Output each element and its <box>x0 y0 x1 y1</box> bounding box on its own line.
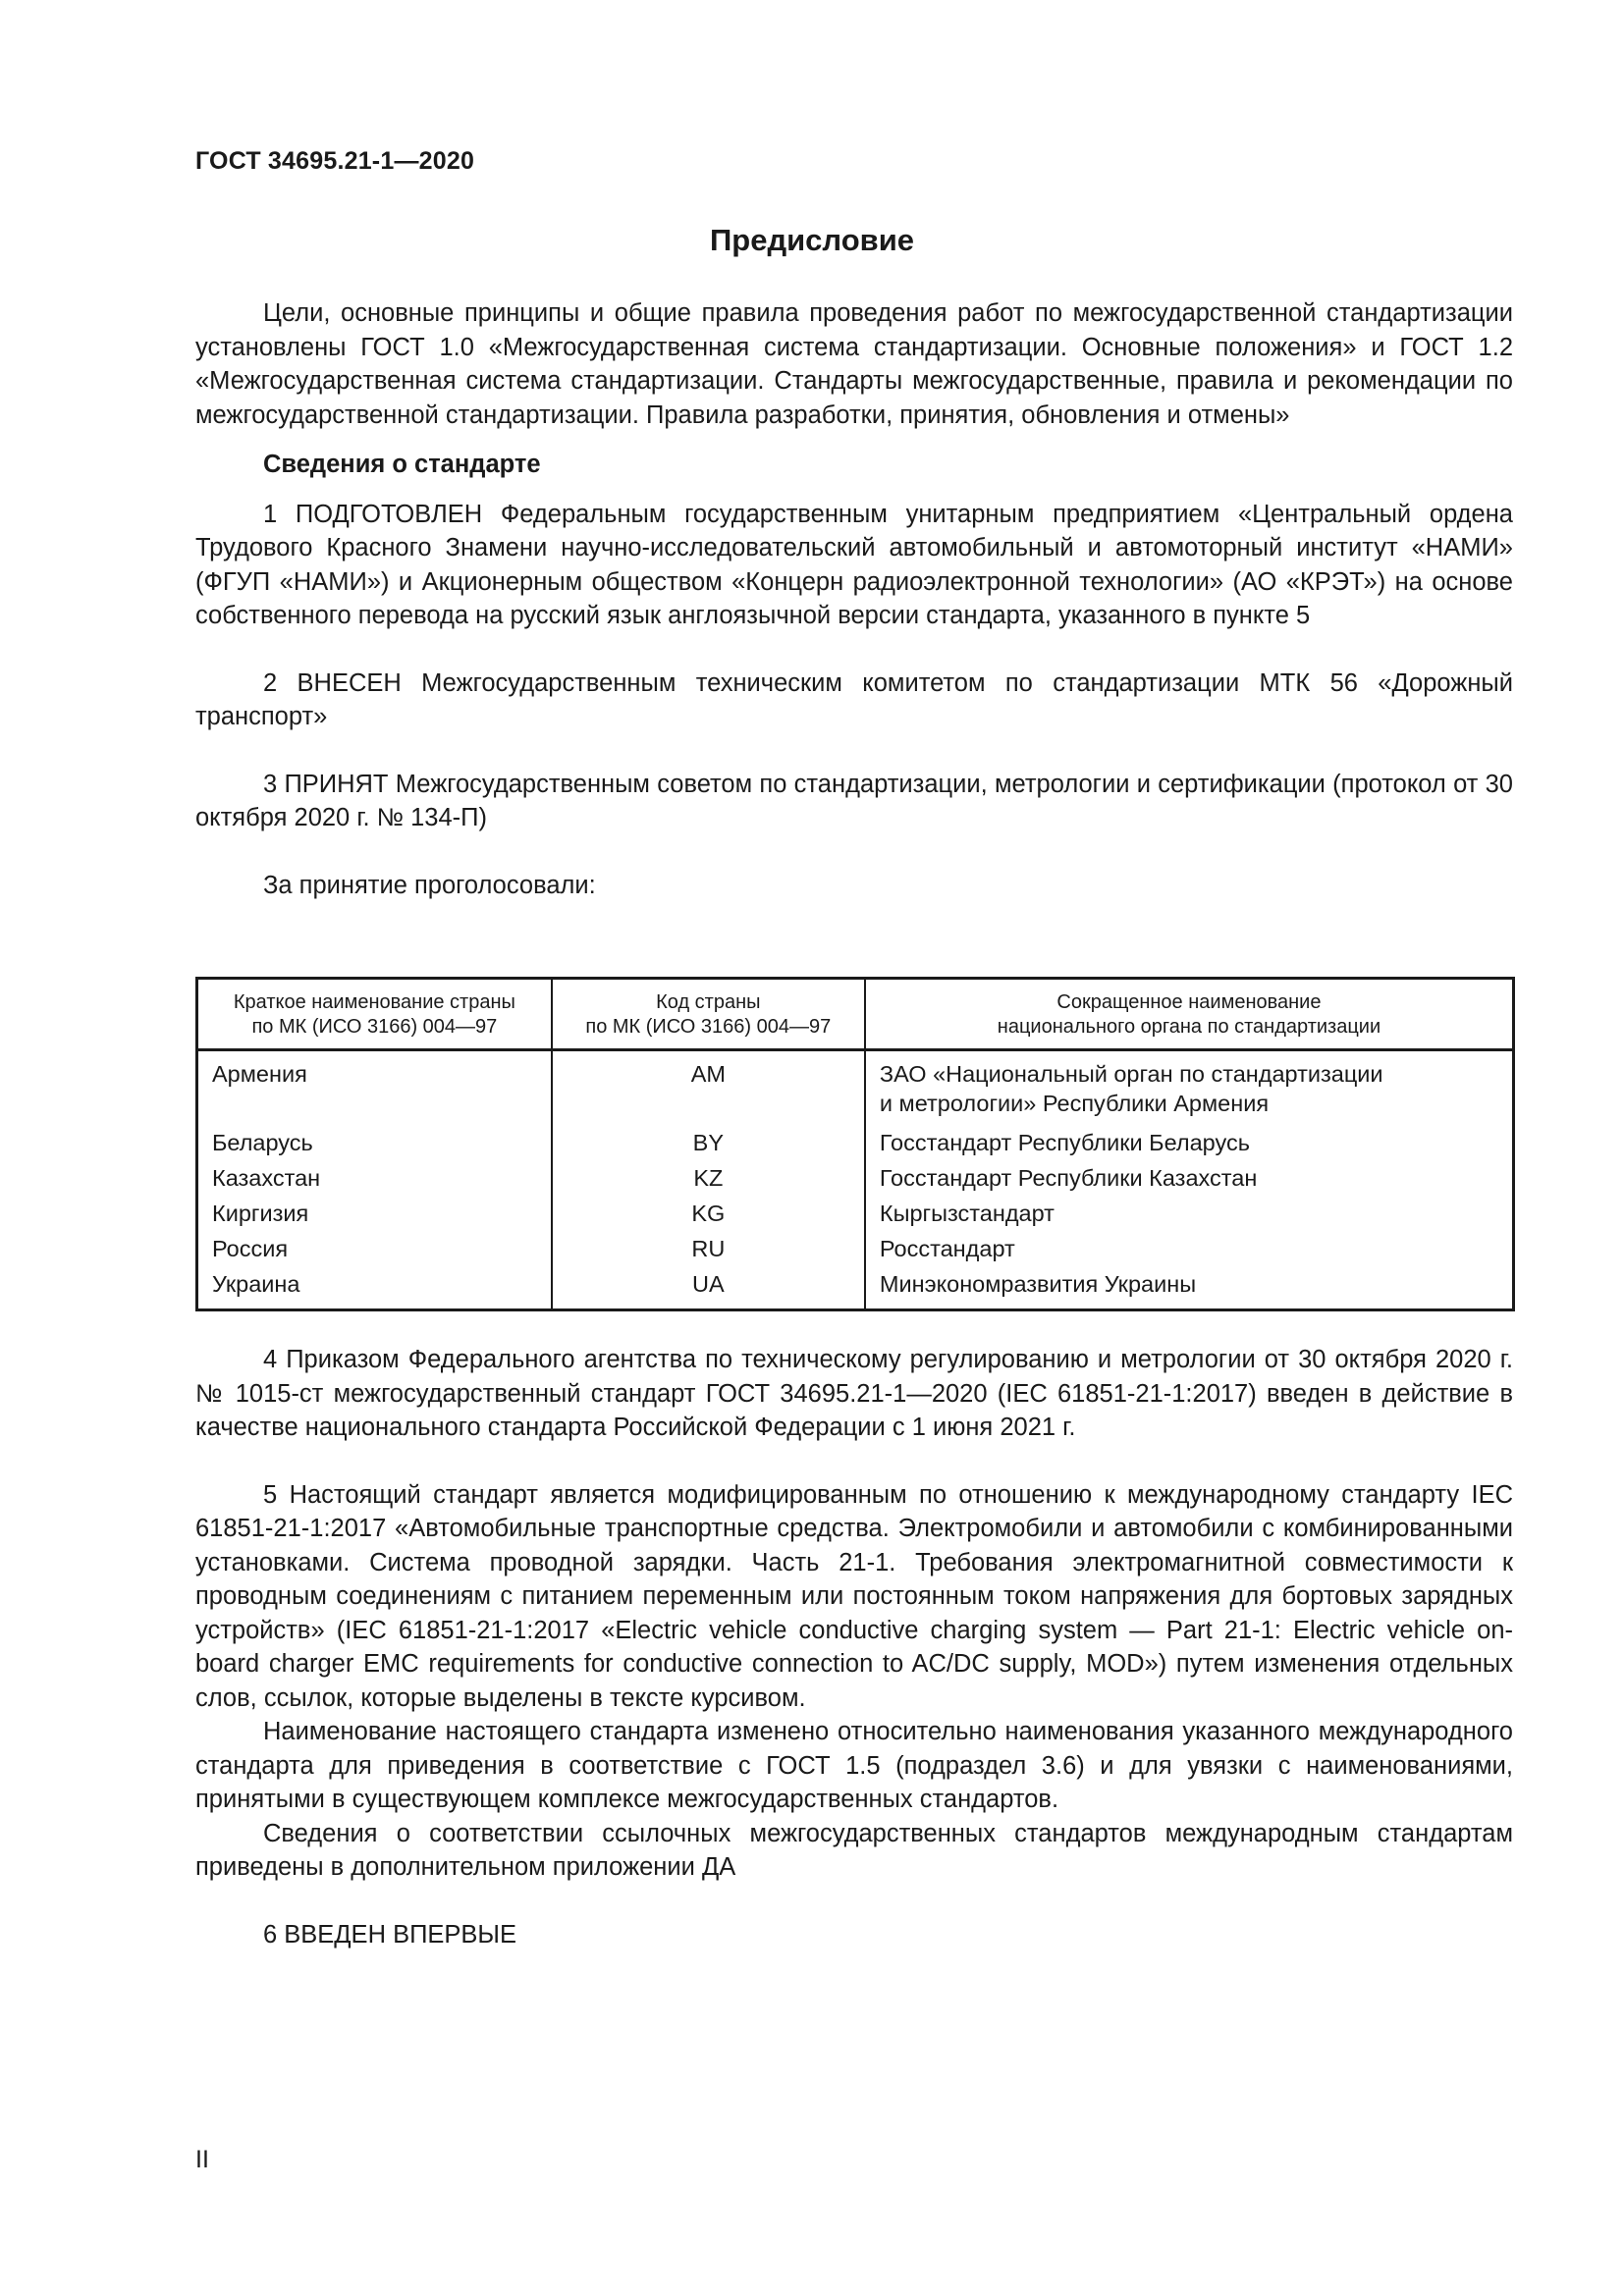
code-cell: AM <box>552 1050 865 1126</box>
intro-paragraph: Цели, основные принципы и общие правила проведения работ по межгосударственной стандартизации установлены ГОСТ 1.0 «Межгосударственная система стандартизации. Основные положения» и ГОСТ 1.2 «Межгосударственная система стандартизации. Стандарты межгосударственные, правила и рекомендации по межгосударственной стандартизации. Правила разработки, принятия, обновления и отмены» <box>195 299 1513 429</box>
table-row <box>197 1196 1514 1231</box>
item-5-paragraph: 5 Настоящий стандарт является модифицированным по отношению к международному стандарту IEC 61851-21-1:2017 «Автомобильные транспортные средства. Электромобили и автомобили с комбинированными установками. Система проводной зарядки. Часть 21-1. Требования электромагнитной совместимости к проводным соединениям с питанием переменным или постоянным током напряжения для бортовых зарядных устройств» (IEC 61851-21-1:2017 «Electric vehicle conductive charging system — Part 21-1: Electric vehicle on-board charger EMC requirements for conductive connection to AC/DC supply, MOD») путем изменения отдельных слов, ссылок, которые выделены в тексте курсивом. <box>195 1480 1513 1712</box>
country-cell: Украина <box>197 1266 552 1310</box>
preface-text-bottom <box>195 1343 1513 1951</box>
standard-code-header: ГОСТ 34695.21-1—2020 <box>195 147 475 175</box>
country-cell: Казахстан <box>197 1160 552 1196</box>
country-cell: Беларусь <box>197 1125 552 1160</box>
item-1-paragraph: 1 ПОДГОТОВЛЕН Федеральным государственным унитарным предприятием «Центральный ордена Трудового Красного Знамени научно-исследовательский автомобильный и автомоторный институт «НАМИ» (ФГУП «НАМИ») и Акционерным обществом «Концерн радиоэлектронной технологии» (АО «КРЭТ») на основе собственного перевода на русский язык англоязычной версии стандарта, указанного в пункте 5 <box>195 500 1513 629</box>
national-body-cell: ЗАО «Национальный орган по стандартизации и метрологии» Республики Армения <box>879 1061 1383 1116</box>
country-cell: Россия <box>197 1231 552 1266</box>
column-header-country: Краткое наименование страны по МК (ИСО 3166) 004—97 <box>197 979 552 1050</box>
item-2-paragraph: 2 ВНЕСЕН Межгосударственным техническим комитетом по стандартизации МТК 56 «Дорожный транспорт» <box>195 668 1513 730</box>
table-header-row <box>197 979 1514 1050</box>
item-3-paragraph: 3 ПРИНЯТ Межгосударственным советом по стандартизации, метрологии и сертификации (протокол от 30 октября 2020 г. № 134-П) <box>195 770 1513 831</box>
national-body-cell: Кыргызстандарт <box>879 1201 1055 1226</box>
voting-countries-table <box>195 977 1515 1311</box>
voted-label: За принятие проголосовали: <box>263 871 596 899</box>
column-header-code: Код страны по МК (ИСО 3166) 004—97 <box>552 979 865 1050</box>
national-body-cell: Госстандарт Республики Казахстан <box>879 1165 1258 1191</box>
country-cell: Армения <box>197 1050 552 1126</box>
table-row <box>197 1266 1514 1310</box>
preface-text-top <box>195 296 1513 902</box>
page-number: II <box>195 2146 209 2173</box>
table-row <box>197 1125 1514 1160</box>
page-title: Предисловие <box>709 223 914 257</box>
national-body-cell: Росстандарт <box>879 1236 1015 1261</box>
table-row <box>197 1231 1514 1266</box>
table-row <box>197 1160 1514 1196</box>
national-body-cell: Минэкономразвития Украины <box>879 1271 1197 1297</box>
national-body-cell: Госстандарт Республики Беларусь <box>879 1130 1250 1155</box>
code-cell: BY <box>552 1125 865 1160</box>
table-row <box>197 1050 1514 1126</box>
code-cell: KG <box>552 1196 865 1231</box>
code-cell: RU <box>552 1231 865 1266</box>
item-6-paragraph: 6 ВВЕДЕН ВПЕРВЫЕ <box>263 1920 517 1949</box>
item-4-paragraph: 4 Приказом Федерального агентства по техническому регулированию и метрологии от 30 октября 2020 г. № 1015-ст межгосударственный стандарт ГОСТ 34695.21-1—2020 (IEC 61851-21-1:2017) введен в действие в качестве национального стандарта Российской Федерации с 1 июня 2021 г. <box>195 1346 1513 1441</box>
country-cell: Киргизия <box>197 1196 552 1231</box>
column-header-national-body: Сокращенное наименование национального органа по стандартизации <box>865 979 1514 1050</box>
code-cell: UA <box>552 1266 865 1310</box>
info-heading: Сведения о стандарте <box>263 451 541 478</box>
item-5-references-paragraph: Сведения о соответствии ссылочных межгосударственных стандартов международным стандартам приведены в дополнительном приложении ДА <box>195 1819 1513 1881</box>
code-cell: KZ <box>552 1160 865 1196</box>
item-5-name-paragraph: Наименование настоящего стандарта изменено относительно наименования указанного международного стандарта для приведения в соответствие с ГОСТ 1.5 (подраздел 3.6) и для увязки с наименованиями, принятыми в существующем комплексе межгосударственных стандартов. <box>195 1718 1513 1813</box>
